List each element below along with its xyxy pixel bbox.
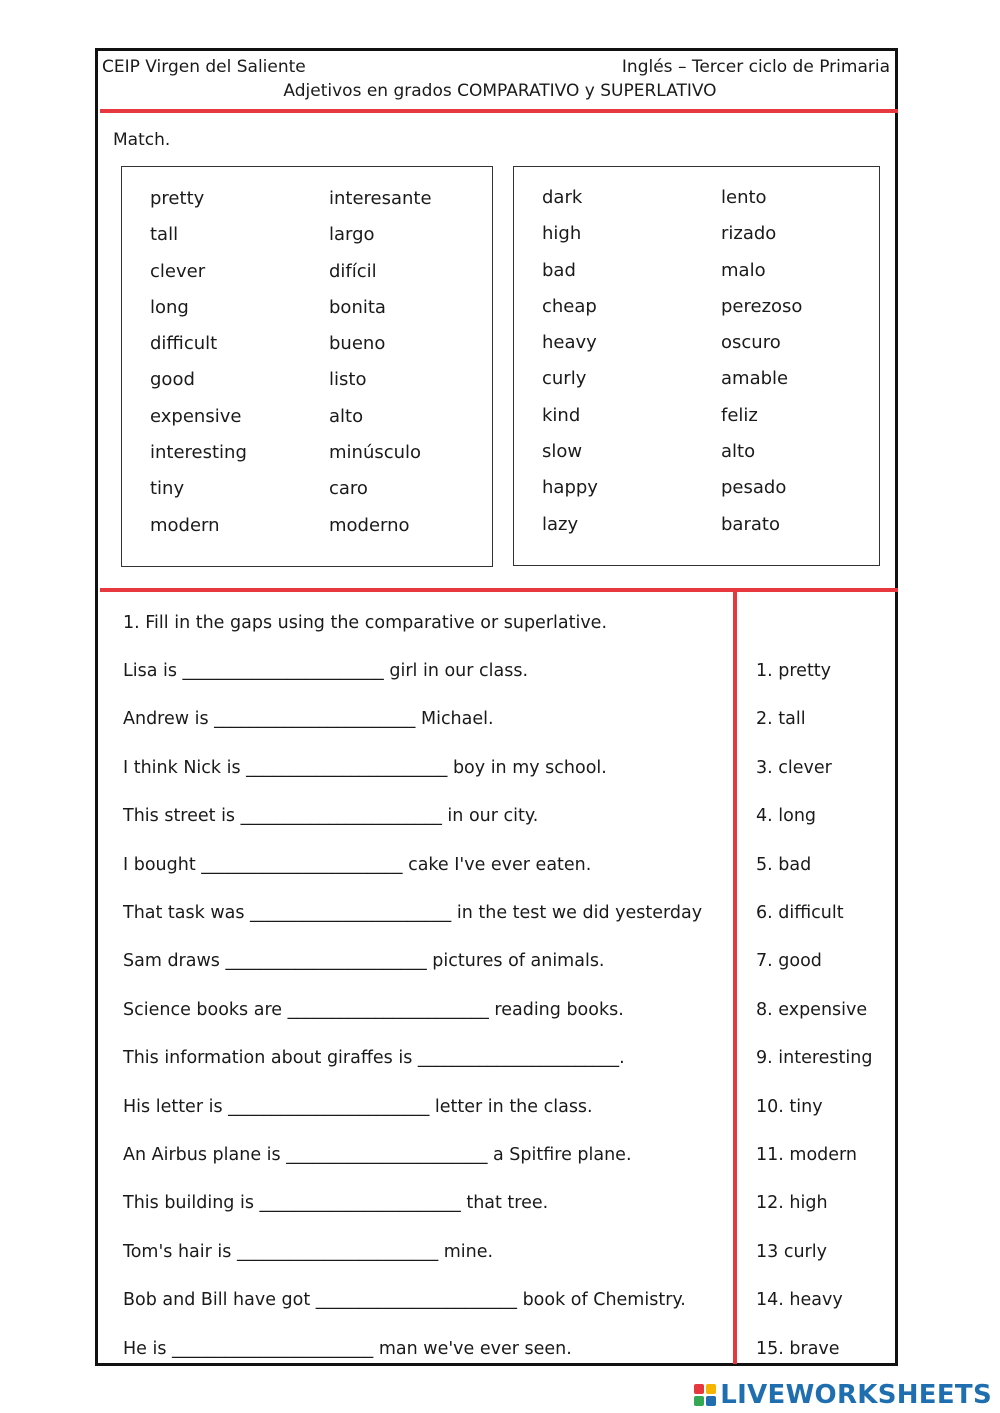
match-word: interesting: [150, 442, 247, 464]
match-word: interesante: [329, 188, 432, 209]
gap-sentence: Sam draws _______________________ pictures of animals.: [123, 951, 605, 972]
exercise-instruction: 1. Fill in the gaps using the comparative or superlative.: [123, 613, 608, 633]
school-name: CEIP Virgen del Saliente: [102, 57, 306, 77]
box1-english-column: [150, 187, 247, 550]
match-word: bueno: [329, 333, 386, 355]
worksheet-title: Adjetivos en grados COMPARATIVO y SUPERLATIVO: [283, 81, 717, 101]
match-word: perezoso: [721, 295, 803, 317]
gap-sentence: Lisa is _______________________ girl in our class.: [123, 661, 529, 681]
match-word: pretty: [150, 188, 205, 209]
adjective-hint: 14. heavy: [756, 1290, 843, 1311]
gap-sentence: I bought _______________________ cake I've ever eaten.: [123, 854, 592, 875]
box1-spanish-column: [329, 187, 432, 550]
column-divider: [733, 590, 737, 1364]
match-word: clever: [150, 260, 206, 282]
adjective-hint: 9. interesting: [756, 1048, 873, 1069]
gap-sentence: That task was _______________________ in the test we did yesterday: [123, 903, 703, 923]
adjective-hint: 8. expensive: [756, 999, 868, 1020]
match-word: happy: [542, 477, 598, 499]
match-word: listo: [329, 369, 367, 391]
adjective-hint: 12. high: [756, 1193, 828, 1214]
adjective-hint: 13 curly: [756, 1241, 827, 1262]
adjective-hint: 6. difficult: [756, 903, 844, 923]
match-word: long: [150, 296, 189, 318]
box2-english-column: [542, 186, 598, 549]
gap-sentence: Bob and Bill have got _______________________ book of Chemistry.: [123, 1290, 686, 1311]
gap-sentence: I think Nick is _______________________ boy in my school.: [123, 757, 607, 778]
gap-sentence: An Airbus plane is _______________________ a Spitfire plane.: [123, 1145, 632, 1165]
gap-sentence: This building is _______________________ that tree.: [123, 1193, 549, 1214]
match-word: alto: [721, 441, 756, 463]
gap-sentence: Tom's hair is _______________________ mine.: [123, 1241, 494, 1262]
adjective-hint: 7. good: [756, 951, 822, 972]
match-word: difícil: [329, 260, 377, 282]
gap-sentence: This street is _______________________ in our city.: [123, 806, 539, 827]
adjective-hint: 2. tall: [756, 709, 806, 730]
match-word: feliz: [721, 404, 758, 426]
gap-sentence: This information about giraffes is _______________________.: [123, 1048, 625, 1069]
match-word: amable: [721, 368, 789, 390]
header-divider: [100, 109, 898, 113]
match-word: tiny: [150, 478, 185, 500]
match-word: oscuro: [721, 332, 781, 354]
adjective-hint: 4. long: [756, 806, 817, 827]
match-word: lento: [721, 187, 767, 208]
match-word: high: [542, 223, 582, 245]
liveworksheets-logo: [694, 1378, 992, 1412]
match-word: moderno: [329, 514, 410, 536]
match-word: caro: [329, 478, 368, 500]
match-word: kind: [542, 404, 581, 426]
match-word: rizado: [721, 223, 777, 245]
liveworksheets-mark-icon: [694, 1384, 716, 1406]
match-word: lazy: [542, 513, 579, 535]
course-name: Inglés – Tercer ciclo de Primaria: [621, 57, 890, 77]
match-word: bonita: [329, 296, 386, 318]
adjective-hint: 1. pretty: [756, 661, 832, 681]
match-word: heavy: [542, 332, 597, 354]
adjective-hint: 3. clever: [756, 757, 832, 778]
match-word: modern: [150, 514, 220, 536]
match-word: expensive: [150, 405, 242, 427]
match-word: good: [150, 369, 195, 391]
match-word: difficult: [150, 333, 218, 355]
match-word: slow: [542, 441, 583, 463]
match-word: minúsculo: [329, 442, 422, 464]
adjective-hint: 5. bad: [756, 854, 812, 875]
adjective-hint: 15. brave: [756, 1338, 840, 1359]
match-word: cheap: [542, 295, 597, 317]
brand-text: LIVEWORKSHEETS: [720, 1380, 992, 1410]
gap-sentence: Science books are _______________________ reading books.: [123, 999, 624, 1020]
adjective-hint: 11. modern: [756, 1145, 858, 1165]
match-word: largo: [329, 224, 375, 246]
match-word: dark: [542, 187, 583, 208]
match-word: curly: [542, 368, 587, 390]
match-word: pesado: [721, 477, 787, 499]
adjective-hint: 10. tiny: [756, 1096, 823, 1117]
gap-sentence: Andrew is _______________________ Michael.: [123, 709, 494, 730]
gap-sentence: His letter is _______________________ letter in the class.: [123, 1096, 593, 1117]
match-word: bad: [542, 259, 576, 281]
match-word: malo: [721, 259, 766, 281]
match-word: barato: [721, 513, 780, 535]
match-word: alto: [329, 405, 364, 427]
match-word: tall: [150, 224, 179, 246]
match-label: Match.: [113, 130, 171, 150]
gap-sentence: He is _______________________ man we've ever seen.: [123, 1338, 572, 1359]
box2-spanish-column: [721, 186, 802, 549]
section-divider: [100, 588, 898, 592]
